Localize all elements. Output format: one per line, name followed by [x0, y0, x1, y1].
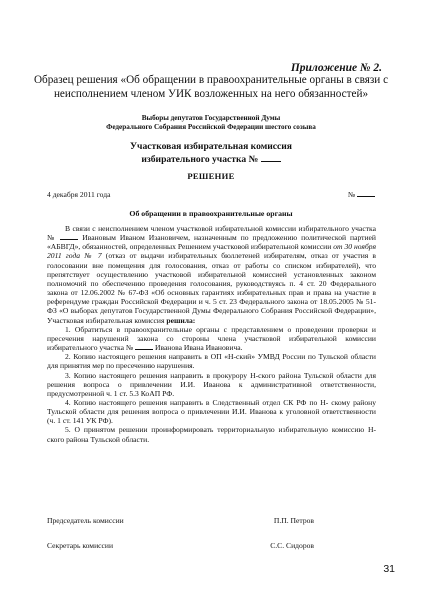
commission-header — [40, 141, 382, 165]
decision-subject: Об обращении в правоохранительные органы — [129, 209, 293, 218]
precinct-blank-2 — [135, 343, 153, 350]
elections-line-2: Федерального Собрания Российской Федерации шестого созыва — [106, 123, 316, 132]
elections-line-1: Выборы депутатов Государственной Думы — [141, 114, 281, 122]
signature-secretary — [47, 541, 362, 566]
annex-label: Приложение № 2. — [290, 62, 382, 74]
signature-name: С.С. Сидоров — [270, 541, 314, 550]
preamble-resolved: решила: — [166, 315, 196, 325]
commission-line-2 — [40, 153, 382, 166]
signature-chairman — [47, 516, 362, 541]
preamble-part-1: В связи с неисполнением членом участковой избирательной комиссии избирательного участка № — [47, 224, 376, 243]
paragraph-preamble — [47, 224, 376, 325]
paragraph-3: 3. Копию настоящего решения направить в прокурору Н-ского района Тульской области для решения вопроса о привлечении И.И. Иванова к административной ответственности, предусмотренной ч. 1 ст. 5.3 КоАП РФ. — [47, 370, 376, 398]
commission-line-1: Участковая избирательная комиссия — [130, 141, 292, 152]
precinct-number-blank — [261, 153, 281, 162]
preamble-part-3: (отказ от выдачи избирательных бюллетеней избирателям, отказ от участия в голосовании вне помещения для голосования, отказ от работы со списком избирателей), что препятствует осуществлению участковой избирательной комиссией установленных законом полномочий по обеспечению проведения голосования, руководствуясь п. 4 ст. 20 Федерального закона от 12.06.2002 № 67-ФЗ «Об основных гарантиях избирательных прав и права на участие в референдуме граждан Российской Федерации и ч. 5 ст. 23 Федерального закона от 18.05.2005 № 51-ФЗ «О выборах депутатов Государственной Думы Федерального Собрания Российской Федерации», Участковая избирательная комиссия — [47, 251, 377, 325]
elections-header — [40, 114, 382, 133]
decision-number-label: № — [347, 190, 356, 199]
signature-name: П.П. Петров — [273, 516, 314, 525]
document-title: Образец решения «Об обращении в правоохранительные органы в связи с неисполнением членом УИК возложенных на него обязанностей» — [33, 74, 389, 100]
preamble-reference: от 30 ноября 2011 года № 7 — [47, 242, 376, 261]
paragraph-4: 4. Копию настоящего решения направить в Следственный отдел СК РФ по Н- скому району Тульской области для решения вопроса о привлечении И.И. Иванова к уголовной ответственности (ч. 1 ст. 141 УК РФ). — [47, 397, 376, 426]
commission-line-2-text: избирательного участка № — [141, 153, 259, 165]
decision-body — [47, 224, 376, 444]
date-row — [47, 190, 375, 199]
preamble-part-2: Ивановым Иваном Изановичем, назначенным по предложению политической партией «АБВГД», обязанностей, определенных Решением участковой избирательной комиссии — [47, 233, 376, 252]
decision-heading: РЕШЕНИЕ — [187, 171, 235, 181]
page-number: 31 — [383, 563, 395, 575]
precinct-blank-1 — [60, 233, 78, 240]
decision-number-blank — [357, 190, 375, 197]
item-1-part-1: 1. Обратиться в правоохранительные органы с представлением о проведении проверки и пресечения нарушений закона со стороны члена участковой избирательной комиссии избирательного участка № — [47, 324, 376, 353]
item-1-part-2: Иванова Ивана Ивановича. — [154, 343, 243, 353]
paragraph-1 — [47, 325, 376, 352]
paragraph-5: 5. О принятом решении проинформировать территориальную избирательную комиссию Н-ского района Тульской области. — [47, 425, 376, 444]
decision-number — [348, 190, 375, 199]
paragraph-2: 2. Копию настоящего решения направить в ОП «Н-ский» УМВД России по Тульской области для принятия мер по пресечению нарушения. — [47, 352, 376, 371]
signature-role: Секретарь комиссии — [47, 541, 114, 550]
signatures — [47, 516, 362, 566]
decision-date: 4 декабря 2011 года — [47, 190, 111, 199]
signature-role: Председатель комиссии — [47, 516, 124, 525]
